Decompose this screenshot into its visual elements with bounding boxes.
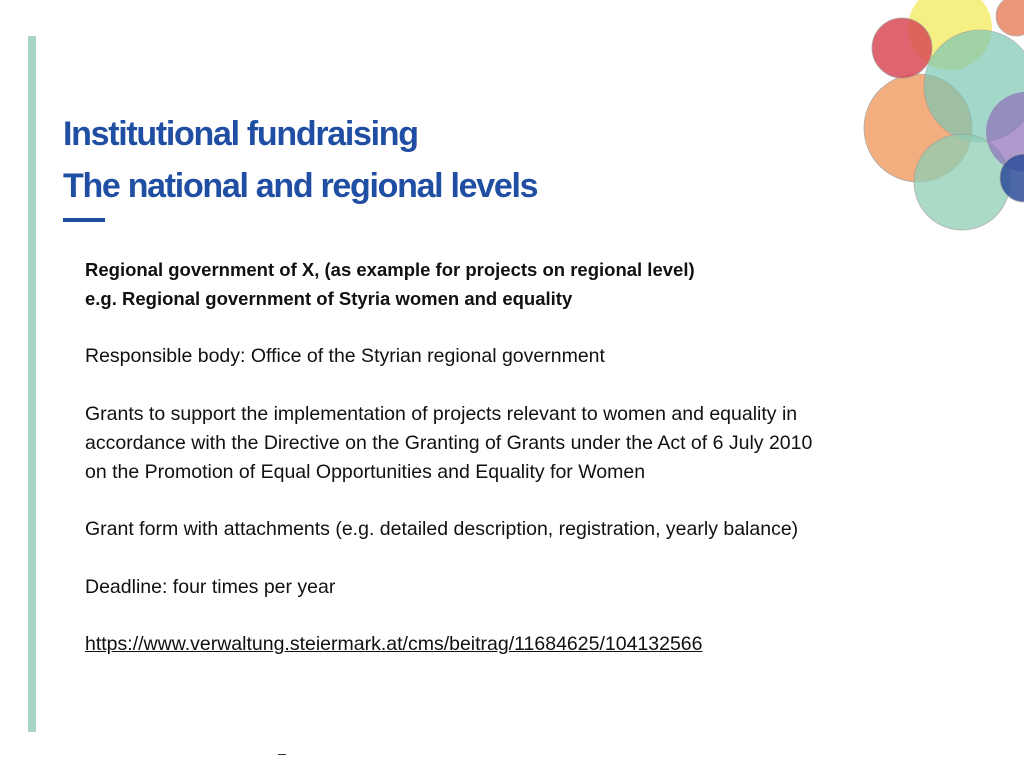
title-underline [63,218,105,222]
title-line-2: The national and regional levels [63,167,538,205]
styria-grant-link[interactable]: https://www.verwaltung.steiermark.at/cms/beitrag/11684625/104132566 [85,633,703,656]
footer-mark [278,754,286,755]
small-orange-circle [996,0,1024,36]
overlapping-circles-logo-icon [850,0,1024,240]
responsible-body-text: Responsible body: Office of the Styrian regional government [85,345,605,368]
body-heading-1: Regional government of X, (as example for projects on regional level) [85,259,695,280]
grant-form-text: Grant form with attachments (e.g. detailed description, registration, yearly balance) [85,518,799,541]
left-accent-bar [28,36,36,732]
title-line-1: Institutional fundraising [63,115,418,153]
grants-line-2: accordance with the Directive on the Granting of Grants under the Act of 6 July 2010 [85,431,813,454]
grants-line-1: Grants to support the implementation of projects relevant to women and equality in [85,402,798,425]
body-heading-2: e.g. Regional government of Styria women and equality [85,287,573,309]
slide-body [85,256,945,659]
red-circle [872,18,932,78]
deadline-text: Deadline: four times per year [85,575,336,598]
grants-line-3: on the Promotion of Equal Opportunities and Equality for Women [85,460,646,483]
slide-title [63,108,537,212]
